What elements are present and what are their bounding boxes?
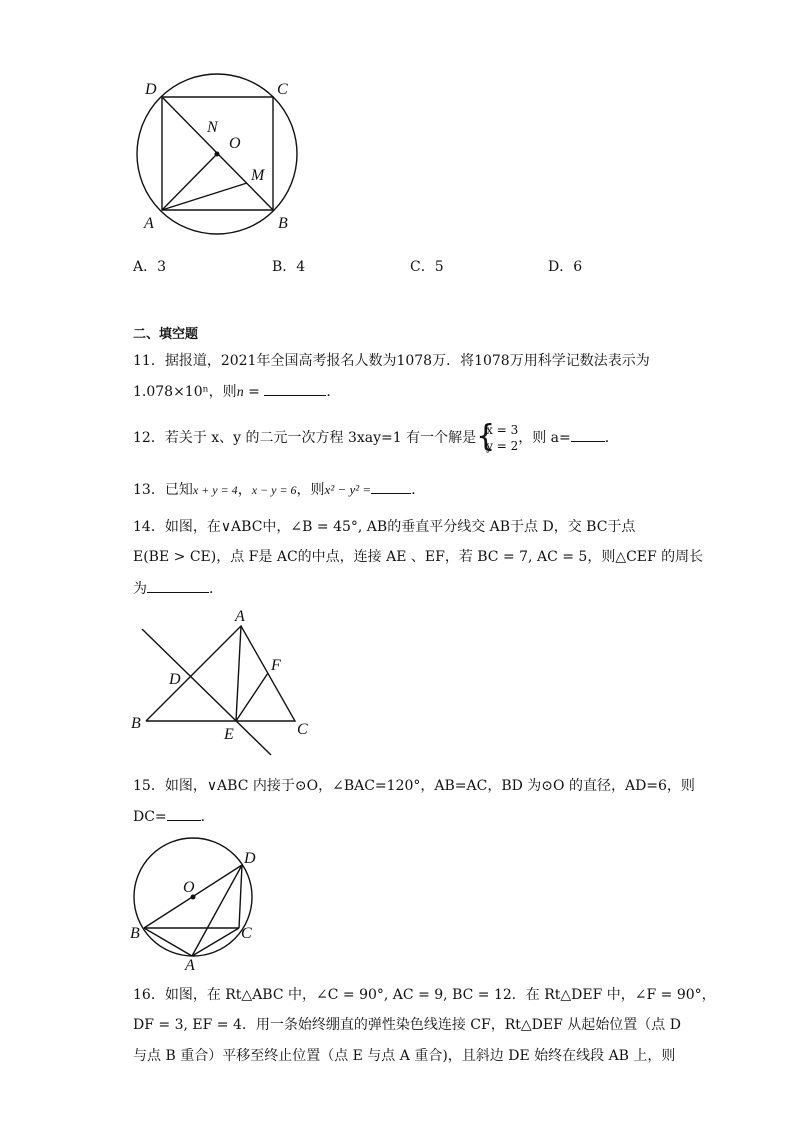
q13-sep: ， (237, 482, 252, 498)
label-o: O (183, 879, 195, 896)
label-d: D (244, 850, 256, 867)
label-f: F (271, 657, 281, 674)
option-a: A．3 (133, 259, 167, 275)
segment-ef (236, 673, 268, 721)
q13-expr: x² − y² = (324, 482, 372, 497)
q12-line (133, 420, 619, 456)
label-c: C (241, 925, 252, 942)
q12-sys-line1: x = 3 (486, 423, 519, 437)
label-o: O (229, 135, 241, 152)
label-m: M (251, 167, 265, 184)
q15-line1: 15．如图，∨ABC 内接于⊙O，∠BAC=120°，AB=AC，BD 为⊙O 的直径，AD=6，则 (133, 778, 695, 794)
q12-brace: { (476, 419, 496, 454)
q11-line2 (133, 381, 340, 401)
q11-line1: 11．据报道，2021年全国高考报名人数为1078万．将1078万用科学记数法表示为 (133, 353, 650, 369)
label-b: B (131, 715, 141, 732)
q15-line2 (133, 806, 215, 826)
q11-var-n: n (236, 385, 244, 400)
label-b: B (130, 925, 140, 942)
chord-ad (192, 865, 242, 956)
q14-pre: 为 (133, 581, 147, 597)
q16-line1: 16．如图，在 Rt△ABC 中，∠C = 90°, AC = 9, BC = 12．在 Rt△DEF 中，∠F = 90°， (133, 987, 716, 1003)
option-b: B．4 (272, 259, 306, 275)
q14-blank[interactable] (147, 578, 209, 593)
q11-eq: = (243, 384, 265, 400)
q13-eq1: x + y = 4 (192, 483, 238, 497)
label-c: C (297, 721, 308, 738)
q13-mid: ，则 (296, 482, 325, 498)
q14-line2: E(BE > CE)，点 F是 AC的中点，连接 AE 、EF，若 BC = 7, AC = 5，则△CEF 的周长 (133, 549, 704, 565)
q14-line1: 14．如图，在∨ABC中，∠B = 45°, AB的垂直平分线交 AB于点 D，交 BC于点 (133, 519, 636, 535)
q16-line2: DF = 3, EF = 4．用一条始终绷直的弹性染色线连接 CF，Rt△DEF 从起始位置（点 D (133, 1017, 681, 1033)
q14-end: ． (209, 581, 223, 597)
figure-triangle-bisector (125, 605, 325, 765)
label-a: A (185, 957, 195, 974)
figure-square-in-circle (125, 70, 315, 240)
q13-line (133, 479, 425, 499)
figure-inscribed-triangle (125, 835, 275, 975)
q12-post: ，则 a= (518, 430, 571, 446)
q11-end: ． (326, 384, 341, 400)
option-c: C．5 (410, 259, 444, 275)
segment-ae (236, 626, 241, 721)
label-n: N (207, 119, 218, 136)
chord-dc (239, 865, 242, 928)
q11-blank[interactable] (264, 381, 326, 396)
q11-sci: 1.078×10ⁿ，则 (133, 384, 237, 400)
label-a: A (144, 215, 154, 232)
option-d: D．6 (548, 259, 583, 275)
q16-line3: 与点 B 重合）平移至终止位置（点 E 与点 A 重合)，且斜边 DE 始终在线段 AB 上，则 (133, 1048, 676, 1064)
q12-end: ． (604, 430, 619, 446)
q12-sys-line2: y = 2 (486, 439, 519, 453)
q12-blank[interactable] (571, 427, 605, 442)
label-c: C (277, 81, 288, 98)
center-dot (215, 152, 220, 157)
q15-pre: DC= (133, 809, 167, 825)
label-b: B (278, 215, 288, 232)
label-d: D (145, 81, 157, 98)
q13-pre: 13．已知 (133, 482, 193, 498)
q15-end: ． (200, 809, 215, 825)
q13-eq2: x − y = 6 (251, 483, 297, 497)
label-d: D (169, 671, 181, 688)
q12-system (476, 419, 519, 454)
q14-line3 (133, 578, 223, 598)
label-a: A (235, 608, 245, 625)
label-e: E (224, 726, 234, 743)
chord-ba (144, 928, 192, 956)
q13-blank[interactable] (371, 479, 411, 494)
q15-blank[interactable] (167, 806, 201, 821)
q12-pre: 12．若关于 x、y 的二元一次方程 3xay=1 有一个解是 (133, 430, 477, 446)
q13-end: ． (411, 482, 426, 498)
section-title: 二、填空题 (133, 327, 199, 342)
bisector-line (142, 629, 271, 755)
